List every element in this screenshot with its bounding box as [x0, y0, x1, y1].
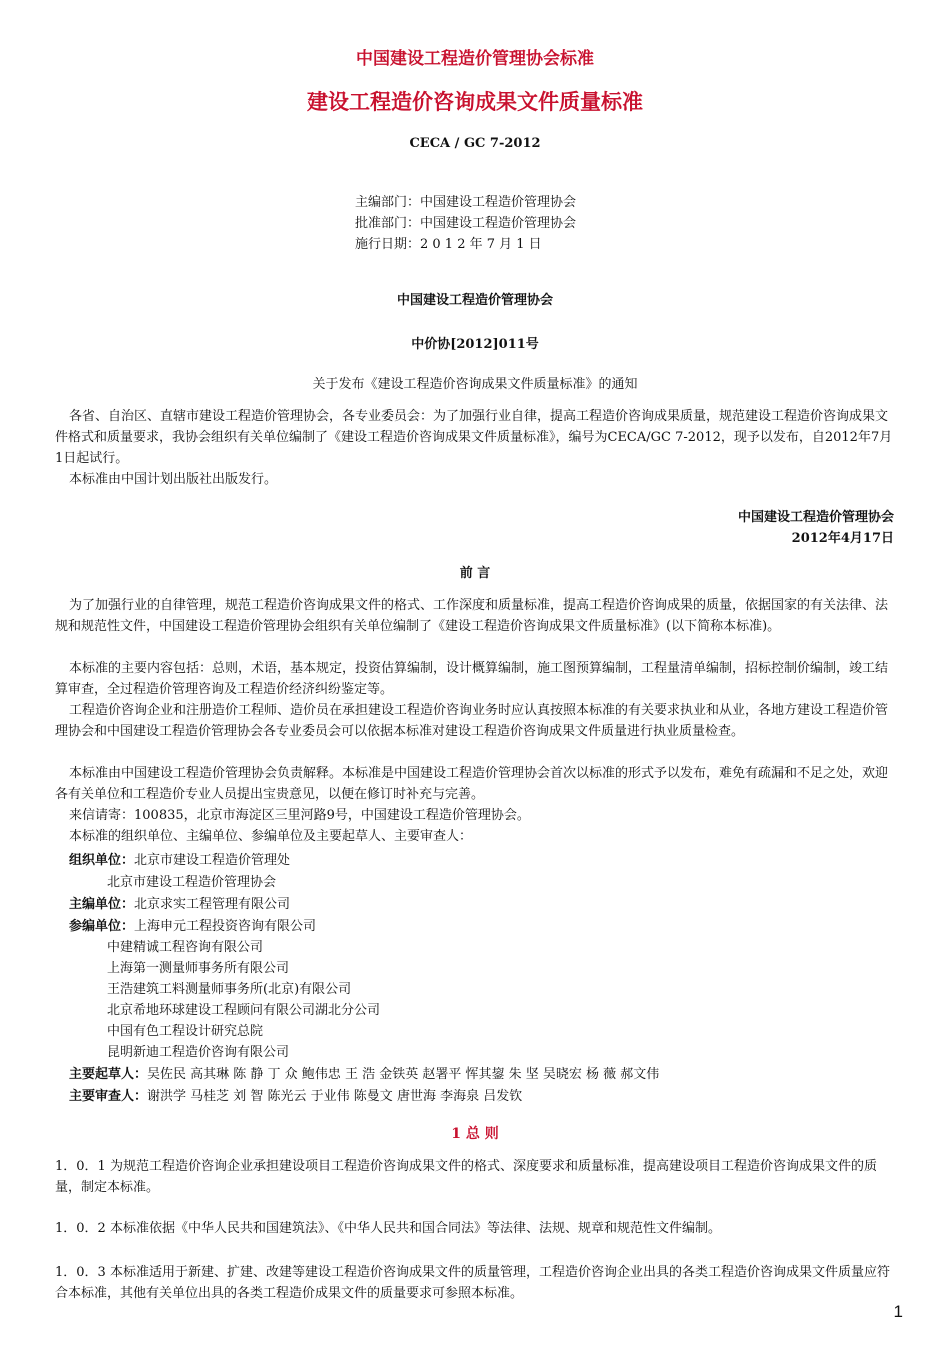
preface-paragraph-4: 本标准由中国建设工程造价管理协会负责解释。本标准是中国建设工程造价管理协会首次以标准的形式予以发布，难免有疏漏和不足之处，欢迎各有关单位和工程造价专业人员提出宝贵意见，以便在修订时补充与完善。: [55, 766, 889, 802]
drafters-names: 吴佐民 高其琳 陈 静 丁 众 鲍伟忠 王 浩 金铁英 赵署平 恽其鋆 朱 坚 吴晓宏 杨 薇 郝文伟: [147, 1067, 660, 1082]
organizing-unit-1: 北京市建设工程造价管理处: [134, 853, 291, 868]
notice-signature-org: 中国建设工程造价管理协会: [737, 510, 894, 525]
clause-1-0-2: 1．0．2 本标准依据《中华人民共和国建筑法》、《中华人民共和国合同法》等法律、法规、规章和规范性文件编制。: [55, 1221, 721, 1236]
preface-paragraph-2: 本标准的主要内容包括：总则，术语，基本规定，投资估算编制，设计概算编制，施工图预算编制，工程量清单编制，招标控制价编制，竣工结算审查，全过程造价管理咨询及工程造价经济纠纷鉴定等。: [55, 661, 889, 697]
participating-unit-6: 中国有色工程设计研究总院: [107, 1024, 264, 1039]
preface-paragraph-3: 工程造价咨询企业和注册造价工程师、造价员在承担建设工程造价咨询业务时应认真按照本标准的有关要求执业和从业，各地方建设工程造价管理协会和中国建设工程造价管理协会各专业委员会可以依据本标准对建设工程造价咨询成果文件质量进行执业质量检查。: [55, 703, 889, 739]
notice-subject: 关于发布《建设工程造价咨询成果文件质量标准》的通知: [312, 377, 638, 392]
chief-unit-label: 主编单位：: [69, 897, 135, 912]
preface-units-intro: 本标准的组织单位、主编单位、参编单位及主要起草人、主要审查人：: [69, 829, 473, 844]
standard-code: CECA / GC 7-2012: [409, 136, 541, 151]
approval-department: 批准部门：中国建设工程造价管理协会: [355, 216, 577, 231]
participating-unit-5: 北京希地环球建设工程顾问有限公司湖北分公司: [107, 1003, 381, 1018]
participating-unit-4: 王浩建筑工料测量师事务所(北京)有限公司: [107, 982, 352, 997]
drafters-row: [69, 1063, 659, 1082]
notice-body: 各省、自治区、直辖市建设工程造价管理协会，各专业委员会：为了加强行业自律，提高工程造价咨询成果质量，规范建设工程造价咨询成果文件格式和质量要求，我协会组织有关单位编制了《建设工程造价咨询成果文件质量标准》，编号为CECA/GC 7-2012，现予以发布，自2012年7月1日起试行。: [55, 409, 893, 466]
organizing-unit-label: 组织单位：: [69, 853, 135, 868]
reviewers-names: 谢洪学 马桂芝 刘 智 陈光云 于业伟 陈曼文 唐世海 李海泉 吕发钦: [147, 1089, 523, 1104]
notice-issuer: 中国建设工程造价管理协会: [396, 293, 553, 308]
standard-series-title: 中国建设工程造价管理协会标准: [356, 49, 594, 69]
participating-unit-3: 上海第一测量师事务所有限公司: [107, 961, 290, 976]
chapter-1-heading: 1 总 则: [451, 1126, 499, 1142]
participating-unit-1: 上海申元工程投资咨询有限公司: [134, 919, 317, 934]
organizing-unit-2: 北京市建设工程造价管理协会: [107, 875, 277, 890]
participating-unit-7: 昆明新迪工程造价咨询有限公司: [107, 1045, 290, 1060]
participating-unit-row: [69, 915, 316, 934]
participating-unit-2: 中建精诚工程咨询有限公司: [107, 940, 264, 955]
effective-date: 施行日期：2 0 1 2 年 7 月 1 日: [355, 237, 542, 252]
clause-1-0-3: 1．0．3 本标准适用于新建、扩建、改建等建设工程造价咨询成果文件的质量管理，工程造价咨询企业出具的各类工程造价咨询成果文件质量应符合本标准，其他有关单位出具的各类工程造价成果文件的质量要求可参照本标准。: [55, 1265, 890, 1301]
chief-unit-row: [69, 893, 290, 912]
preface-paragraph-1: 为了加强行业的自律管理，规范工程造价咨询成果文件的格式、工作深度和质量标准，提高工程造价咨询成果的质量，依据国家的有关法律、法规和规范性文件，中国建设工程造价管理协会组织有关单位编制了《建设工程造价咨询成果文件质量标准》(以下简称本标准)。: [55, 598, 889, 634]
clause-1-0-1: 1．0．1 为规范工程造价咨询企业承担建设项目工程造价咨询成果文件的格式、深度要求和质量标准，提高建设项目工程造价咨询成果文件的质量，制定本标准。: [55, 1159, 877, 1195]
reviewers-row: [69, 1085, 522, 1104]
editor-department: 主编部门：中国建设工程造价管理协会: [355, 195, 577, 210]
preface-heading: 前 言: [459, 566, 491, 581]
drafters-label: 主要起草人：: [69, 1067, 148, 1082]
reviewers-label: 主要审查人：: [69, 1089, 148, 1104]
chief-unit-1: 北京求实工程管理有限公司: [134, 897, 291, 912]
notice-publisher: 本标准由中国计划出版社出版发行。: [69, 472, 278, 487]
document-title: 建设工程造价咨询成果文件质量标准: [307, 89, 643, 114]
notice-signature-date: 2012年4月17日: [791, 531, 894, 546]
participating-unit-label: 参编单位：: [69, 919, 135, 934]
page-number: 1: [893, 1302, 903, 1321]
preface-contact-address: 来信请寄：100835，北京市海淀区三里河路9号，中国建设工程造价管理协会。: [69, 808, 530, 823]
organizing-unit-row: [69, 849, 290, 868]
notice-document-number: 中价协[2012]011号: [411, 337, 539, 352]
